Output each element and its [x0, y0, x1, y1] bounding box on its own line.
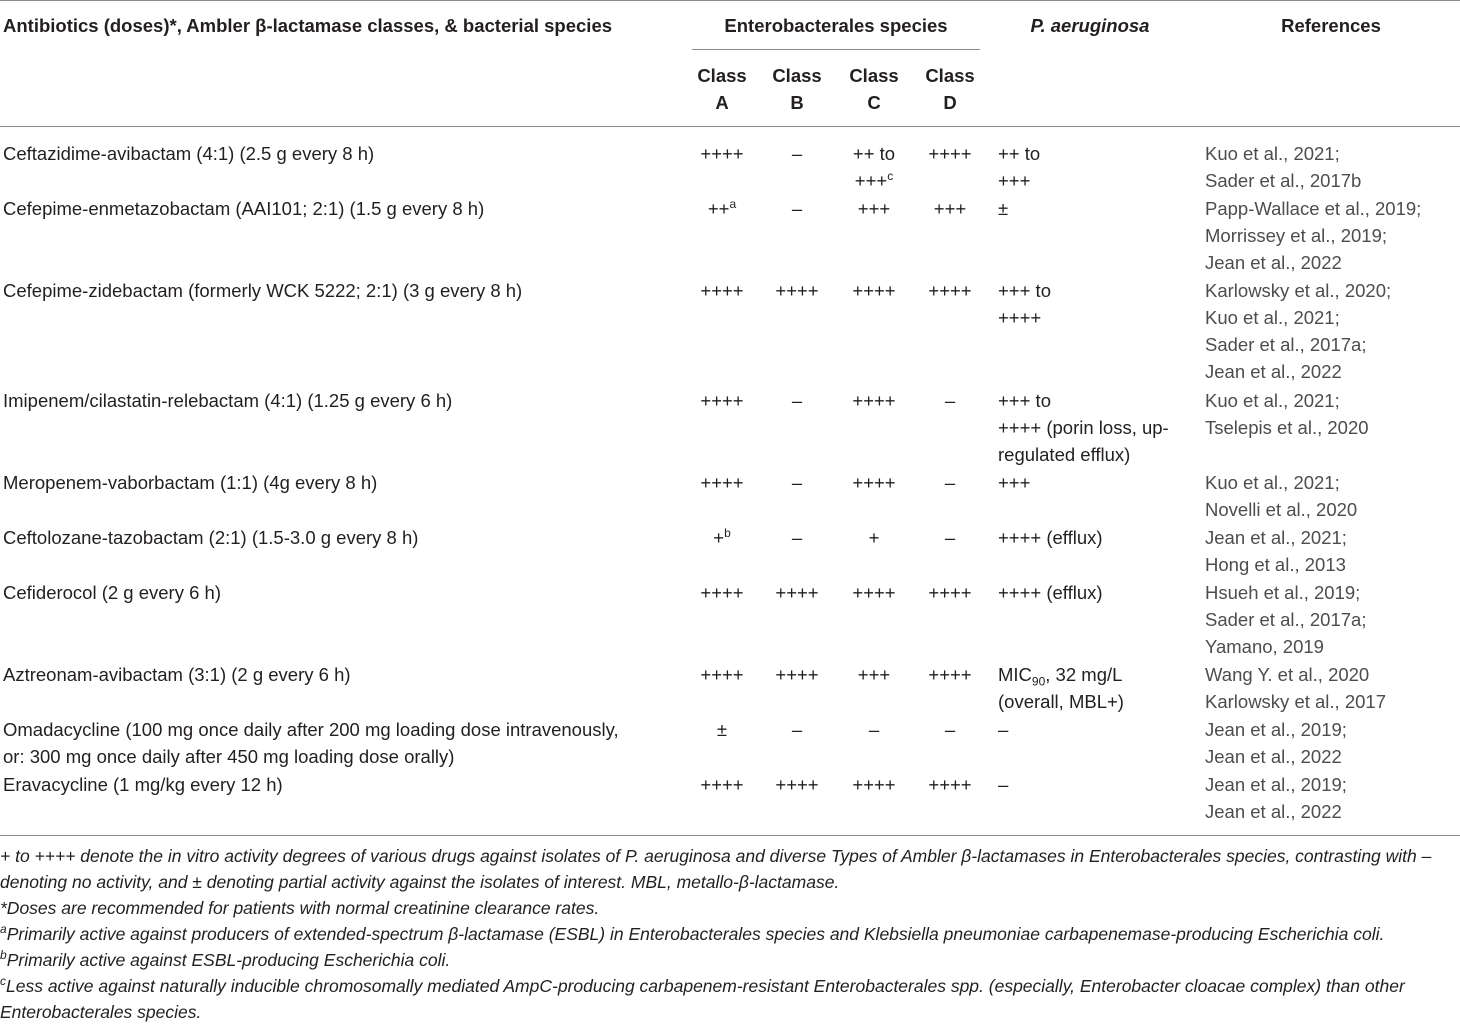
drug-cell: Cefepime-enmetazobactam (AAI101; 2:1) (1.5 g every 8 h) [3, 198, 485, 219]
p-aeruginosa-cell: – [998, 774, 1009, 795]
class-b-cell: ++++ [775, 280, 819, 301]
drug-cell: Omadacycline (100 mg once daily after 200 mg loading dose intravenously, or: 300 mg once daily after 450 mg loading dose orally) [3, 719, 619, 767]
class-c-cell: +++ [857, 664, 891, 685]
references-cell: Karlowsky et al., 2020; Kuo et al., 2021; Sader et al., 2017a; Jean et al., 2022 [1205, 280, 1392, 382]
references-cell: Wang Y. et al., 2020 Karlowsky et al., 2017 [1205, 664, 1386, 712]
header-p-aeruginosa: P. aeruginosa [1030, 15, 1150, 36]
class-d-cell: ++++ [928, 280, 972, 301]
class-a-cell: ++++ [700, 774, 744, 795]
class-c-cell: ++++ [852, 472, 896, 493]
class-a-cell: ++++ [700, 390, 744, 411]
class-b-cell: – [791, 143, 803, 164]
class-a-cell: ++++ [700, 664, 744, 685]
references-cell: Jean et al., 2019; Jean et al., 2022 [1205, 774, 1347, 822]
class-a-cell: ++++ [700, 472, 744, 493]
drug-cell: Meropenem-vaborbactam (1:1) (4g every 8 h) [3, 472, 378, 493]
header-enterobacterales: Enterobacterales species [724, 15, 948, 36]
class-c-cell: ++ to +++$^c$ [852, 143, 896, 191]
references-cell: Jean et al., 2021; Hong et al., 2013 [1205, 527, 1347, 575]
class-a-cell: ++++ [700, 582, 744, 603]
header-class-a: Class A [697, 65, 747, 113]
class-c-cell: ++++ [852, 390, 896, 411]
class-b-cell: – [791, 390, 803, 411]
class-b-cell: – [791, 719, 803, 740]
references-cell: Papp-Wallace et al., 2019; Morrissey et al., 2019; Jean et al., 2022 [1205, 198, 1422, 273]
class-d-cell: – [944, 719, 956, 740]
class-c-cell: – [868, 719, 880, 740]
class-b-cell: – [791, 472, 803, 493]
class-d-cell: – [944, 390, 956, 411]
footnote-b: $^b$Primarily active against ESBL-producing Escherichia coli. [0, 948, 451, 970]
class-d-cell: – [944, 472, 956, 493]
references-cell: Kuo et al., 2021; Sader et al., 2017b [1205, 143, 1362, 191]
references-cell: Jean et al., 2019; Jean et al., 2022 [1205, 719, 1347, 767]
header-class-b: Class B [772, 65, 822, 113]
p-aeruginosa-cell: +++ to ++++ (porin loss, up- regulated efflux) [998, 390, 1169, 465]
class-d-cell: ++++ [928, 143, 972, 164]
class-b-cell: – [791, 198, 803, 219]
p-aeruginosa-cell: +++ to ++++ [998, 280, 1051, 328]
drug-cell: Ceftazidime-avibactam (4:1) (2.5 g every 8 h) [3, 143, 375, 164]
p-aeruginosa-cell: ± [998, 198, 1009, 219]
header-references: References [1281, 15, 1381, 36]
class-a-cell: +$^b$ [713, 525, 731, 548]
footnote-legend: + to ++++ denote the in vitro activity degrees of various drugs against isolates of P. aeruginosa and diverse Types of Ambler β-lactamases in Enterobacterales species, contrasting with – denoting no activity, and ± denoting partial activity against the isolates of interest. MBL, metallo-β-lactamase. [0, 846, 1432, 892]
footnote-star: *Doses are recommended for patients with normal creatinine clearance rates. [0, 898, 600, 918]
class-c-cell: ++++ [852, 774, 896, 795]
header-bottom-rule [0, 126, 1460, 127]
class-a-cell: ++$^a$ [707, 196, 737, 219]
class-d-cell: ++++ [928, 582, 972, 603]
p-aeruginosa-cell: – [998, 719, 1009, 740]
class-b-cell: ++++ [775, 582, 819, 603]
class-b-cell: ++++ [775, 774, 819, 795]
drug-cell: Aztreonam-avibactam (3:1) (2 g every 6 h) [3, 664, 351, 685]
drug-cell: Cefiderocol (2 g every 6 h) [3, 582, 221, 603]
table-bottom-rule [0, 835, 1460, 836]
references-cell: Kuo et al., 2021; Tselepis et al., 2020 [1205, 390, 1369, 438]
class-d-cell: ++++ [928, 664, 972, 685]
p-aeruginosa-cell: ++++ (efflux) [998, 582, 1103, 603]
references-cell: Kuo et al., 2021; Novelli et al., 2020 [1205, 472, 1358, 520]
class-c-cell: ++++ [852, 280, 896, 301]
table-top-rule [0, 0, 1460, 1]
drug-cell: Ceftolozane-tazobactam (2:1) (1.5-3.0 g every 8 h) [3, 527, 419, 548]
class-b-cell: ++++ [775, 664, 819, 685]
p-aeruginosa-cell: ++++ (efflux) [998, 527, 1103, 548]
p-aeruginosa-cell: +++ [998, 472, 1031, 493]
footnote-c: $^c$Less active against naturally inducible chromosomally mediated AmpC-producing carbapenem-resistant Enterobacterales spp. (especially, Enterobacter cloacae complex) than other Enterobacterales species. [0, 974, 1405, 1022]
p-aeruginosa-cell: ++ to +++ [998, 143, 1041, 191]
class-c-cell: ++++ [852, 582, 896, 603]
header-class-c: Class C [849, 65, 899, 113]
references-cell: Hsueh et al., 2019; Sader et al., 2017a; Yamano, 2019 [1205, 582, 1367, 657]
enterobacterales-underline [692, 49, 980, 50]
drug-cell: Imipenem/cilastatin-relebactam (4:1) (1.25 g every 6 h) [3, 390, 453, 411]
table-footnotes [0, 843, 1460, 1025]
class-c-cell: + [868, 527, 880, 548]
footnote-a: $^a$Primarily active against producers of extended-spectrum β-lactamase (ESBL) in Enterobacterales species and Klebsiella pneumoniae carbapenemase-producing Escherichia coli. [0, 922, 1385, 944]
class-d-cell: +++ [933, 198, 967, 219]
p-aeruginosa-cell: $MIC_{90}$, 32 mg/L (overall, MBL+) [998, 664, 1124, 712]
class-d-cell: ++++ [928, 774, 972, 795]
header-class-d: Class D [925, 65, 975, 113]
class-a-cell: ++++ [700, 143, 744, 164]
class-a-cell: ++++ [700, 280, 744, 301]
drug-cell: Cefepime-zidebactam (formerly WCK 5222; 2:1) (3 g every 8 h) [3, 280, 523, 301]
drug-cell: Eravacycline (1 mg/kg every 12 h) [3, 774, 283, 795]
class-a-cell: ± [716, 719, 728, 740]
class-d-cell: – [944, 527, 956, 548]
header-col-antibiotics: Antibiotics (doses)*, Ambler β-lactamase classes, & bacterial species [3, 15, 613, 36]
class-c-cell: +++ [857, 198, 891, 219]
class-b-cell: – [791, 527, 803, 548]
